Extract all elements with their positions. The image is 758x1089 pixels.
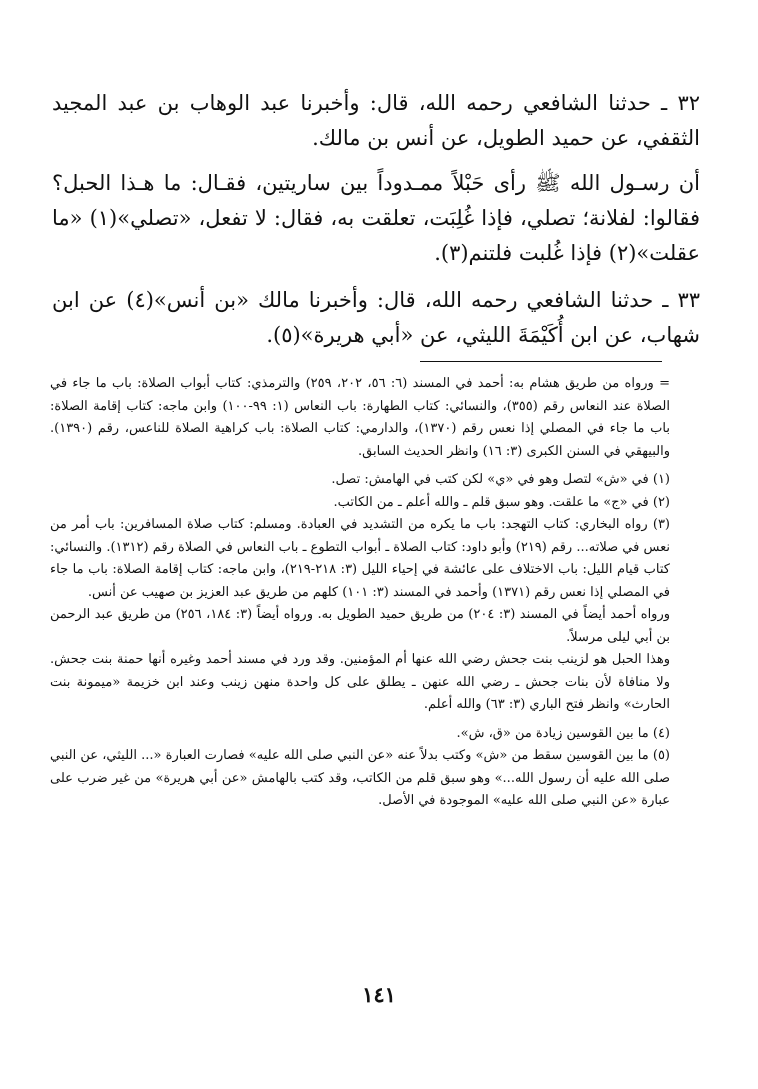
footnote-4: (٤) ما بين القوسين زيادة من «ق، ش».	[456, 725, 670, 741]
footnote-1: (١) في «ش» لتصل وهو في «ي» لكن كتب في الهامش: تصل.	[331, 472, 670, 487]
main-text	[52, 86, 700, 353]
footnote-continuation: = ورواه من طريق هشام به: أحمد في المسند (٦: ٥٦، ٢٠٢، ٢٥٩) والترمذي: كتاب أبواب الصلاة: باب ما جاء في الصلاة عند النعاس رقم (٣٥٥)، والنسائي: كتاب الطهارة: باب النعاس (١: ٩٩-١٠٠) وابن ماجه: كتاب إقامة الصلاة: باب ما جاء في المصلي إذا نعس رقم (١٣٧٠)، والدارمي: كتاب الصلاة: باب كراهية الصلاة للناعس، رقم (١٣٩٠). والبيهقي في السنن الكبرى (٣: ١٦) وانظر الحديث السابق.	[50, 376, 671, 459]
footnote-5: (٥) ما بين القوسين سقط من «ش» وكتب بدلاً عنه «عن النبي صلى الله عليه» فصارت العبارة «... الليثي، عن النبي صلى الله عليه أن رسول الله...» وهو سبق قلم من الكاتب، وقد كتب بالهامش «عن أبي هريرة» من غير ضرب على عبارة «عن النبي صلى الله عليه» الموجودة في الأصل.	[50, 748, 670, 808]
footnote-2: (٢) في «ج» ما علقت. وهو سبق قلم ـ والله أعلم ـ من الكاتب.	[333, 494, 670, 510]
footnote-3: (٣) رواه البخاري: كتاب التهجد: باب ما يكره من التشديد في العبادة. ومسلم: كتاب صلاة المسافرين: باب أمر من نعس في صلاته... رقم (٢١٩) وأبو داود: كتاب الصلاة ـ أبواب التطوع ـ باب النعاس في الصلاة رقم (١٣١٢). والنسائي: كتاب قيام الليل: باب الاختلاف على عائشة في إحياء الليل (٣: ٢١٨-٢١٩)، وابن ماجه: كتاب إقامة الصلاة: باب ما جاء في المصلي إذا نعس رقم (١٣٧١) وأحمد في المسند (٣: ١٠١) كلهم من طريق عبد العزيز بن صهيب عن أنس.	[50, 517, 670, 600]
hadith-32-chain: ٣٢ ـ حدثنا الشافعي رحمه الله، قال: وأخبرنا عبد الوهاب بن عبد المجيد الثقفي، عن حميد الطويل، عن أنس بن مالك.	[52, 91, 700, 150]
footnote-3-continued-a: ورواه أحمد أيضاً في المسند (٣: ٢٠٤) من طريق حميد الطويل به. ورواه أيضاً (٣: ١٨٤، ٢٥٦) من طريق عبد الرحمن بن أبي ليلى مرسلاً.	[50, 607, 671, 645]
footnote-divider	[420, 361, 662, 362]
hadith-32-text: أن رسـول الله ﷺ رأى حَبْلاً ممـدوداً بين ساريتين، فقـال: ما هـذا الحبل؟ فقالوا: لفلانة؛ تصلي، فإذا غُلِبَت، تعلقت به، فقال: لا تفعل، «تصلي»(١) «ما عقلت»(٢) فإذا غُلبت فلتنم(٣).	[52, 171, 700, 265]
footnote-3-continued-b: وهذا الحبل هو لزينب بنت جحش رضي الله عنها أم المؤمنين. وقد ورد في مسند أحمد وغيره أنها حمنة بنت جحش. ولا منافاة لأن بنات جحش ـ رضي الله عنهن ـ يطلق على كل واحدة منهن زينب وعند ابن خزيمة «ميمونة بنت الحارث» وانظر فتح الباري (٣: ٦٣) والله أعلم.	[50, 652, 670, 712]
page-number: ١٤١	[362, 982, 396, 1007]
hadith-33-chain: ٣٣ ـ حدثنا الشافعي رحمه الله، قال: وأخبرنا مالك «بن أنس»(٤) عن ابن شهاب، عن ابن أُكَيْمَةَ الليثي، عن «أبي هريرة»(٥).	[52, 288, 700, 347]
footnotes	[50, 373, 670, 813]
